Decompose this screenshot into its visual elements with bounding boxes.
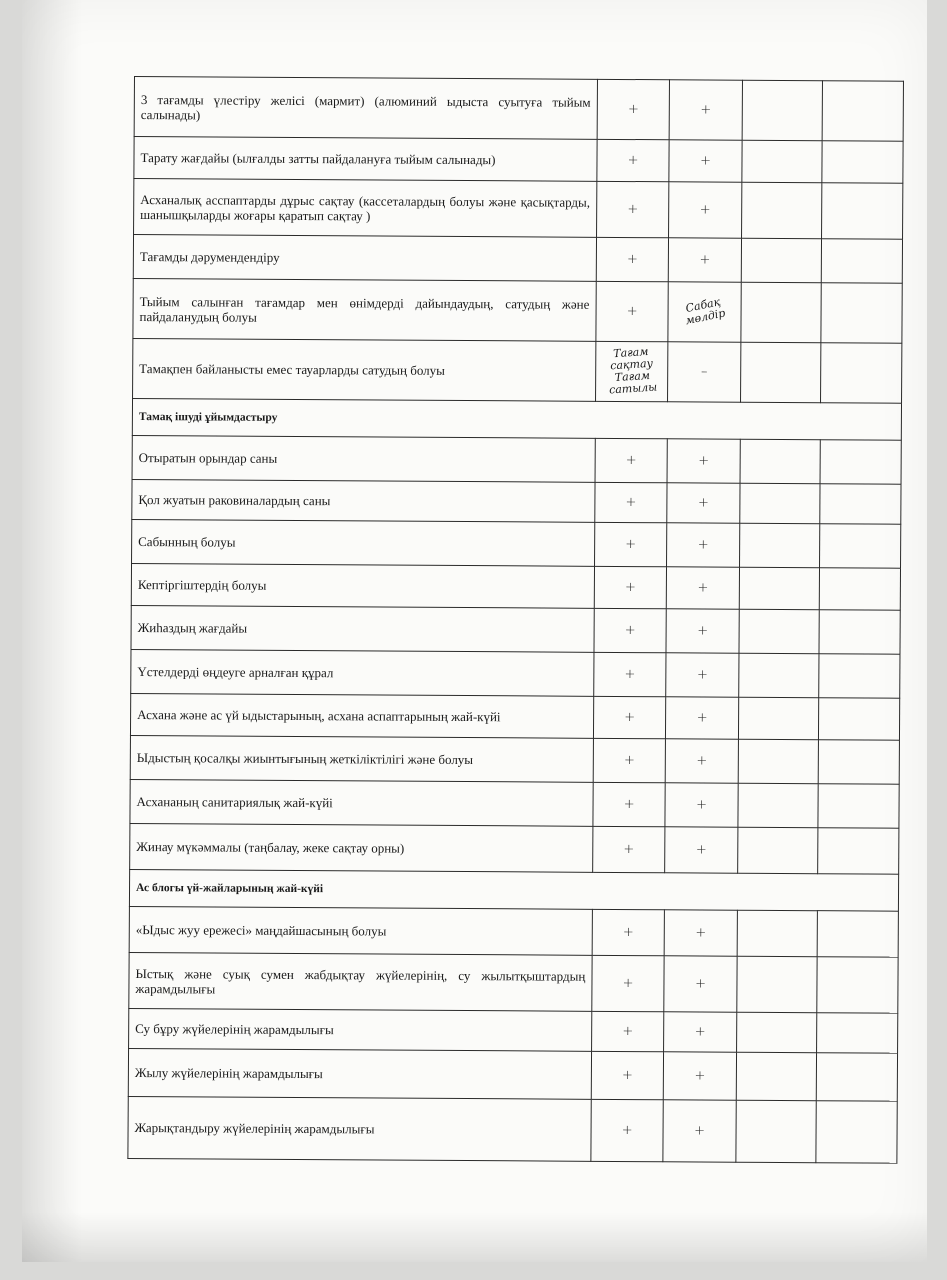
- criterion-label: Тарату жағдайы (ылғалды затты пайдалануға тыйым салынады): [134, 137, 597, 182]
- plus-mark: +: [627, 202, 639, 218]
- empty-cell: [738, 739, 819, 783]
- checklist-row: [132, 479, 901, 524]
- mark-cell: [591, 1051, 664, 1099]
- plus-mark: +: [696, 667, 708, 683]
- mark-cell: [597, 79, 670, 139]
- plus-mark: +: [697, 537, 709, 553]
- empty-cell: [820, 568, 901, 610]
- mark-cell: [670, 80, 743, 140]
- mark-cell: [594, 522, 667, 566]
- criterion-label: Су бұру жүйелерінің жарамдылығы: [129, 1008, 592, 1051]
- checklist-row: [131, 605, 900, 654]
- plus-mark: +: [696, 710, 708, 726]
- plus-mark: +: [624, 623, 636, 639]
- mark-cell: [663, 1100, 736, 1162]
- plus-mark: +: [696, 753, 708, 769]
- mark-cell: [597, 139, 670, 181]
- mark-cell: [593, 738, 666, 782]
- mark-cell: [595, 438, 668, 482]
- mark-cell: [668, 342, 741, 402]
- criterion-label: Тағамды дәрумендендіру: [133, 235, 596, 282]
- plus-mark: +: [622, 925, 634, 941]
- criterion-label: Отыратын орындар саны: [132, 435, 595, 482]
- plus-mark: +: [625, 453, 637, 469]
- mark-cell: [667, 523, 740, 567]
- plus-mark: +: [625, 580, 637, 596]
- criterion-label: Тамақпен байланысты емес тауарларды сатудың болуы: [133, 338, 596, 401]
- empty-cell: [820, 484, 901, 524]
- criterion-label: Жарықтандыру жүйелерінің жарамдылығы: [128, 1096, 591, 1161]
- criterion-label: Тыйым салынған тағамдар мен өнімдерді дайындаудың, сатудың және пайдаланудың болуы: [133, 278, 596, 341]
- plus-mark: +: [699, 202, 711, 218]
- section-header-row: [132, 398, 901, 440]
- empty-cell: [820, 524, 901, 568]
- plus-mark: +: [625, 537, 637, 553]
- section-title: Тамақ ішуді ұйымдастыру: [132, 398, 901, 440]
- mark-cell: [666, 697, 739, 739]
- mark-cell: [669, 182, 742, 238]
- plus-mark: +: [695, 976, 707, 992]
- empty-cell: [820, 440, 901, 484]
- mark-cell: [666, 653, 739, 697]
- dash-mark: –: [700, 364, 708, 380]
- checklist-row: [130, 779, 899, 828]
- checklist-row: [134, 179, 903, 240]
- mark-cell: [596, 181, 669, 237]
- mark-cell: [669, 140, 742, 182]
- mark-cell: [667, 439, 740, 483]
- mark-cell: [594, 608, 667, 652]
- mark-cell: [668, 282, 741, 342]
- checklist-row: [129, 952, 898, 1013]
- mark-cell: [667, 483, 740, 523]
- empty-cell: [819, 654, 900, 698]
- mark-cell: [666, 609, 739, 653]
- plus-mark: +: [694, 1068, 706, 1084]
- mark-cell: [666, 739, 739, 783]
- mark-cell: [664, 1052, 737, 1100]
- plus-mark: +: [621, 1122, 633, 1139]
- criterion-label: Асханалық асспаптарды дұрыс сақтау (кассеталардың болуы және қасықтарды, шанышқыларды жоғары қаратып сақтау ): [134, 179, 597, 238]
- empty-cell: [742, 140, 823, 182]
- mark-cell: [665, 910, 738, 956]
- mark-cell: [595, 482, 668, 522]
- criterion-label: Жинау мүкәммалы (таңбалау, жеке сақтау орны): [130, 823, 593, 872]
- criterion-label: Ыстық және суық сумен жабдықтау жүйелерінің, су жылытқыштардың жарамдылығы: [129, 952, 592, 1011]
- plus-mark: +: [697, 495, 709, 511]
- plus-mark: +: [694, 1024, 706, 1040]
- criterion-label: 3 тағамды үлестіру желісі (мармит) (алюминий ыдыста суытуға тыйым салынады): [134, 77, 597, 140]
- mark-cell: [591, 1099, 664, 1161]
- plus-mark: +: [624, 667, 636, 683]
- empty-cell: [737, 910, 818, 956]
- empty-cell: [741, 182, 822, 238]
- empty-cell: [822, 239, 903, 283]
- empty-cell: [822, 183, 903, 239]
- checklist-row: [130, 693, 899, 740]
- checklist-row: [133, 278, 902, 343]
- checklist-row: [131, 563, 900, 610]
- plus-mark: +: [699, 252, 711, 268]
- checklist-row: [130, 735, 899, 784]
- mark-cell: [594, 652, 667, 696]
- section-title: Ас блогы үй-жайларының жай-күйі: [129, 869, 898, 911]
- inspection-checklist-table: [127, 76, 904, 1164]
- plus-mark: +: [626, 304, 638, 320]
- mark-cell: [596, 237, 669, 281]
- empty-cell: [741, 238, 822, 282]
- empty-cell: [819, 698, 900, 740]
- plus-mark: +: [700, 102, 712, 118]
- checklist-row: [128, 1096, 897, 1163]
- checklist-rows: [128, 77, 904, 1164]
- page-bottom-shadow: [22, 1212, 927, 1262]
- checklist-row: [128, 1048, 897, 1101]
- empty-cell: [817, 911, 898, 957]
- empty-cell: [740, 342, 821, 402]
- mark-cell: [592, 909, 665, 955]
- plus-mark: +: [627, 153, 639, 169]
- empty-cell: [738, 697, 819, 739]
- empty-cell: [822, 141, 903, 183]
- empty-cell: [736, 1012, 817, 1052]
- mark-cell: [664, 1012, 737, 1052]
- mark-cell: [669, 238, 742, 282]
- empty-cell: [816, 1101, 897, 1163]
- plus-mark: +: [695, 925, 707, 941]
- empty-cell: [822, 81, 903, 141]
- page-edge-shadow: [22, 0, 82, 1262]
- plus-mark: +: [622, 1024, 634, 1040]
- empty-cell: [821, 283, 902, 343]
- plus-mark: +: [696, 797, 708, 813]
- mark-cell: [664, 956, 737, 1012]
- mark-cell: [665, 827, 738, 873]
- handwritten-note: Тағам сақтау Тағам сатылы: [608, 344, 658, 397]
- handwritten-note: Сабақ мөлдір: [684, 295, 727, 328]
- plus-mark: +: [623, 753, 635, 769]
- mark-cell: [593, 696, 666, 738]
- criterion-label: Сабынның болуы: [132, 519, 595, 566]
- empty-cell: [742, 80, 823, 140]
- criterion-label: Қол жуатын раковиналардың саны: [132, 479, 595, 522]
- criterion-label: Ыдыстың қосалқы жиынтығының жеткіліктілігі және болуы: [130, 735, 593, 782]
- empty-cell: [737, 956, 818, 1012]
- plus-mark: +: [624, 710, 636, 726]
- section-header-row: [129, 869, 898, 911]
- document-page: [22, 0, 927, 1262]
- plus-mark: +: [625, 495, 637, 511]
- mark-cell: [595, 341, 668, 401]
- mark-cell: [594, 566, 667, 608]
- empty-cell: [739, 523, 820, 567]
- checklist-row: [134, 137, 903, 184]
- checklist-row: [134, 77, 903, 142]
- empty-cell: [737, 827, 818, 873]
- plus-mark: +: [627, 102, 639, 118]
- empty-cell: [736, 1100, 817, 1162]
- empty-cell: [817, 957, 898, 1013]
- empty-cell: [739, 567, 820, 609]
- checklist-row: [132, 435, 901, 484]
- checklist-row: [132, 519, 901, 568]
- plus-mark: +: [622, 1068, 634, 1084]
- criterion-label: Кептіргіштердің болуы: [131, 563, 594, 608]
- criterion-label: Асхананың санитариялық жай-күйі: [130, 779, 593, 826]
- empty-cell: [818, 784, 899, 828]
- plus-mark: +: [698, 453, 710, 469]
- checklist-row: [133, 235, 902, 284]
- checklist-row: [129, 1008, 898, 1053]
- mark-cell: [667, 567, 740, 609]
- criterion-label: Асхана және ас үй ыдыстарының, асхана аспаптарының жай-күйі: [130, 693, 593, 738]
- criterion-label: «Ыдыс жуу ережесі» маңдайшасының болуы: [129, 906, 592, 955]
- empty-cell: [739, 609, 820, 653]
- empty-cell: [740, 483, 821, 523]
- empty-cell: [738, 653, 819, 697]
- empty-cell: [821, 343, 902, 403]
- empty-cell: [740, 439, 821, 483]
- criterion-label: Үстелдерді өңдеуге арналған құрал: [131, 649, 594, 696]
- plus-mark: +: [700, 153, 712, 169]
- empty-cell: [736, 1052, 817, 1100]
- mark-cell: [593, 782, 666, 826]
- mark-cell: [665, 783, 738, 827]
- plus-mark: +: [694, 1123, 706, 1139]
- mark-cell: [592, 826, 665, 872]
- empty-cell: [818, 828, 899, 874]
- plus-mark: +: [627, 252, 639, 268]
- plus-mark: +: [622, 976, 634, 992]
- empty-cell: [738, 783, 819, 827]
- plus-mark: +: [623, 842, 635, 858]
- criterion-label: Жылу жүйелерінің жарамдылығы: [128, 1048, 591, 1099]
- criterion-label: Жиһаздың жағдайы: [131, 605, 594, 652]
- checklist-row: [131, 649, 900, 698]
- plus-mark: +: [623, 797, 635, 813]
- plus-mark: +: [697, 580, 709, 596]
- plus-mark: +: [697, 623, 709, 639]
- mark-cell: [591, 1011, 664, 1051]
- mark-cell: [596, 281, 669, 341]
- checklist-row: [133, 338, 902, 403]
- checklist-row: [130, 823, 899, 874]
- plus-mark: +: [695, 842, 707, 858]
- mark-cell: [592, 955, 665, 1011]
- empty-cell: [817, 1013, 898, 1053]
- empty-cell: [741, 282, 822, 342]
- empty-cell: [819, 610, 900, 654]
- checklist-row: [129, 906, 898, 957]
- empty-cell: [817, 1053, 898, 1101]
- empty-cell: [819, 740, 900, 784]
